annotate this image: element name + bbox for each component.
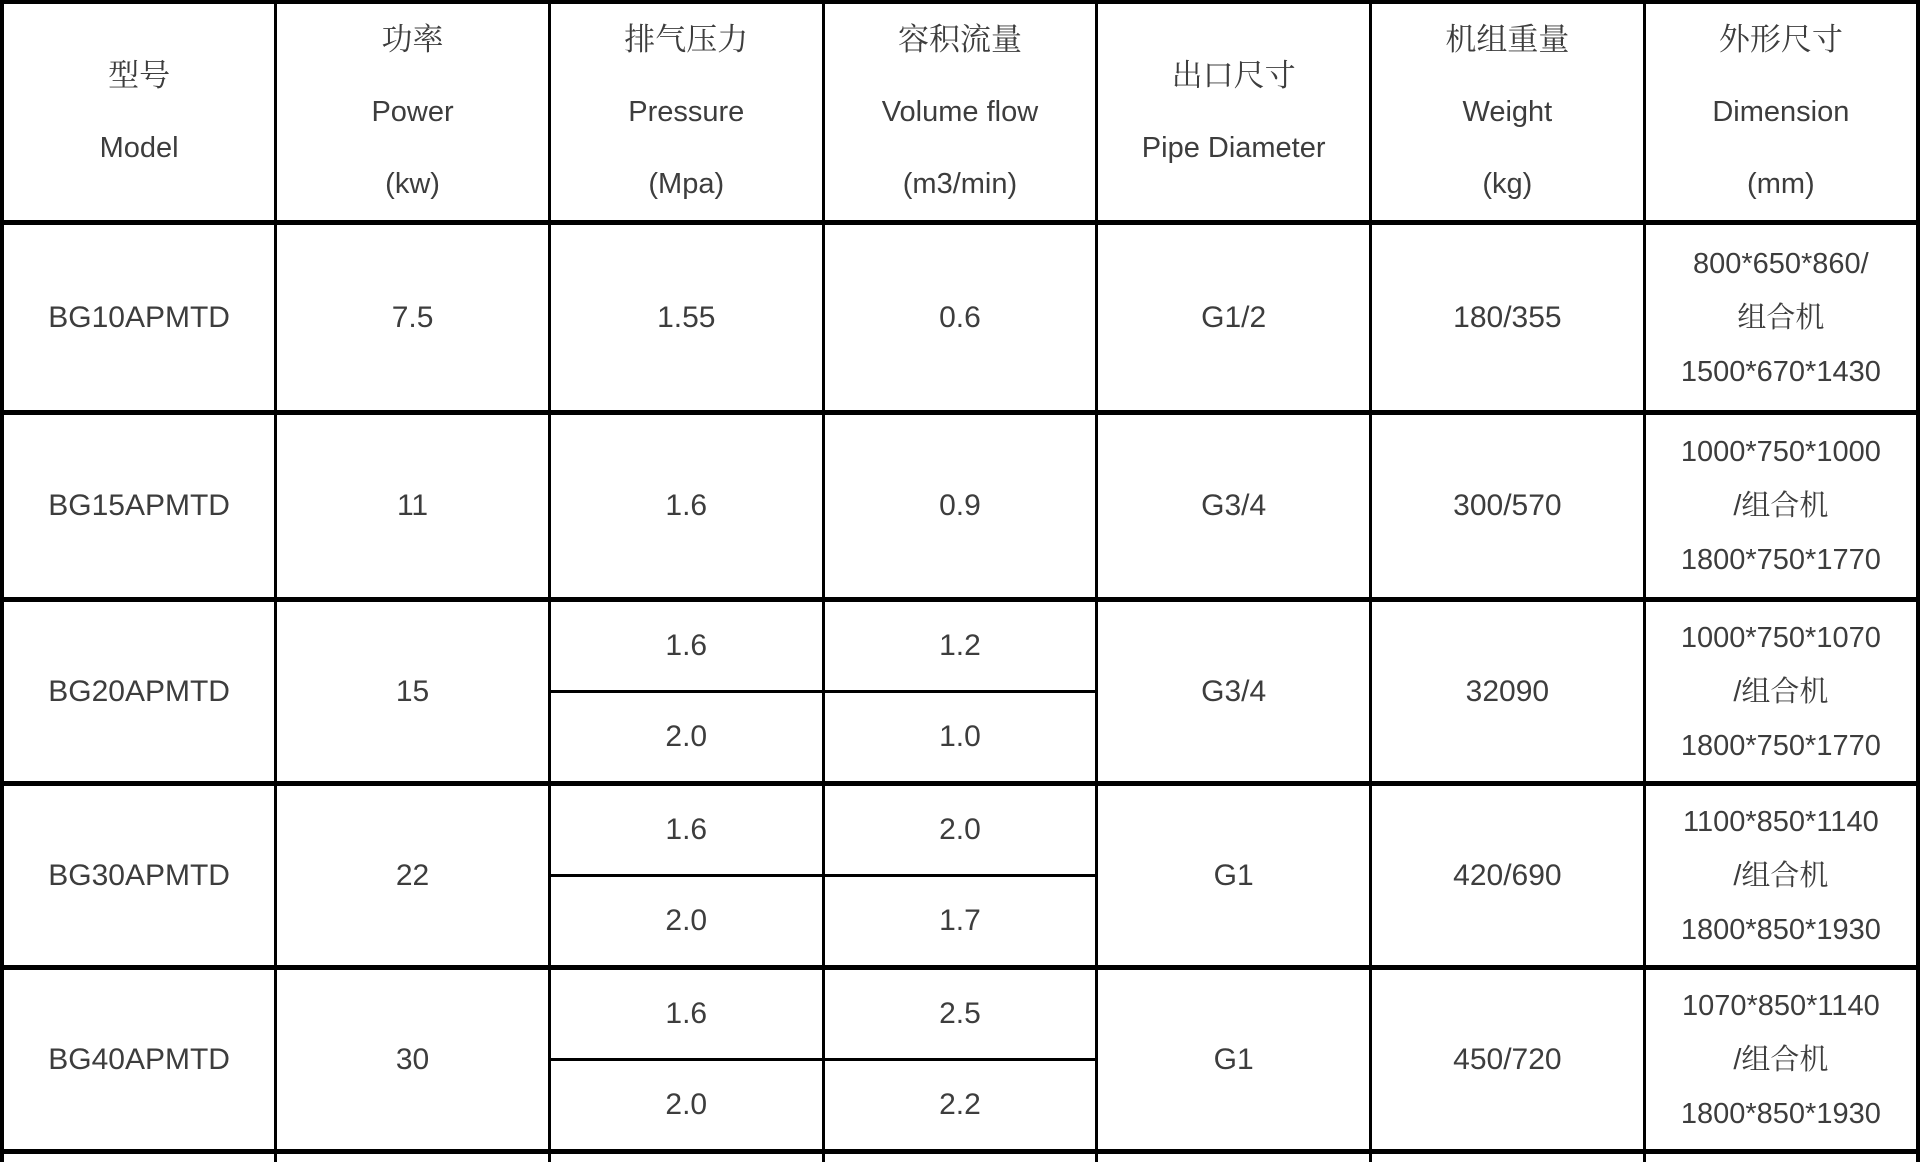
header-pressure-unit: (Mpa) (648, 168, 725, 200)
header-pipe-diameter (1097, 2, 1371, 223)
cell-model: BG15APMTD (2, 413, 276, 600)
cell-empty (276, 1152, 550, 1162)
cell-pressure: 1.6 (549, 784, 823, 876)
header-weight-zh: 机组重量 (1445, 22, 1570, 57)
dimension-line: 1000*750*1000 (1680, 436, 1881, 468)
cell-empty (2, 1152, 276, 1162)
header-volume-flow-zh: 容积流量 (897, 22, 1022, 57)
header-power (276, 2, 550, 223)
dimension-line: 1800*850*1930 (1680, 913, 1881, 946)
header-dimension-unit: (mm) (1747, 168, 1815, 200)
cell-pressure: 1.6 (549, 600, 823, 692)
cell-pressure: 1.55 (549, 223, 823, 413)
cell-pipe-diameter: G1/2 (1097, 223, 1371, 413)
cell-dimension (1644, 413, 1918, 600)
cell-model: BG10APMTD (2, 223, 276, 413)
cell-empty (1644, 1152, 1918, 1162)
header-pressure (549, 2, 823, 223)
header-volume-flow (823, 2, 1097, 223)
cell-pipe-diameter: G3/4 (1097, 413, 1371, 600)
cell-volume-flow: 1.2 (823, 600, 1097, 692)
cell-model: BG20APMTD (2, 600, 276, 784)
cell-weight: 180/355 (1371, 223, 1645, 413)
cell-pressure: 2.0 (549, 1060, 823, 1152)
cell-empty (549, 1152, 823, 1162)
cell-weight: 420/690 (1371, 784, 1645, 968)
header-dimension-en: Dimension (1712, 96, 1850, 128)
header-pipe-diameter-en: Pipe Diameter (1141, 132, 1326, 164)
cell-weight: 300/570 (1371, 413, 1645, 600)
cell-volume-flow: 0.9 (823, 413, 1097, 600)
dimension-line: 1800*850*1930 (1680, 1097, 1881, 1130)
cell-volume-flow: 2.2 (823, 1060, 1097, 1152)
dimension-line: 1070*850*1140 (1681, 989, 1880, 1022)
dimension-line: 1800*750*1770 (1680, 729, 1881, 762)
cell-dimension (1644, 784, 1918, 968)
cell-pressure: 2.0 (549, 876, 823, 968)
cell-volume-flow: 2.0 (823, 784, 1097, 876)
table-row (2, 413, 1918, 600)
cell-model: BG30APMTD (2, 784, 276, 968)
cell-pressure: 1.6 (549, 968, 823, 1060)
cell-volume-flow: 1.0 (823, 692, 1097, 784)
header-weight-en: Weight (1462, 96, 1553, 128)
header-power-unit: (kw) (385, 168, 440, 200)
cell-pipe-diameter: G1 (1097, 968, 1371, 1152)
header-volume-flow-unit: (m3/min) (902, 168, 1018, 200)
header-model-en: Model (99, 132, 179, 164)
cell-weight: 450/720 (1371, 968, 1645, 1152)
dimension-line: 1500*670*1430 (1680, 355, 1881, 388)
table-row (2, 600, 1918, 692)
header-pressure-en: Pressure (628, 96, 745, 128)
cell-volume-flow: 2.5 (823, 968, 1097, 1060)
dimension-line: 组合机 (1737, 301, 1825, 334)
table-row (2, 968, 1918, 1060)
cell-power: 11 (276, 413, 550, 600)
cell-pressure: 1.6 (549, 413, 823, 600)
header-dimension (1644, 2, 1918, 223)
cell-power: 30 (276, 968, 550, 1152)
dimension-line: 1000*750*1070 (1680, 621, 1881, 654)
cell-dimension (1644, 968, 1918, 1152)
cell-dimension (1644, 223, 1918, 413)
dimension-line: /组合机 (1733, 490, 1829, 522)
dimension-line: 1800*750*1770 (1680, 544, 1881, 576)
cell-empty (1097, 1152, 1371, 1162)
header-dimension-zh: 外形尺寸 (1718, 22, 1843, 57)
header-power-zh: 功率 (381, 22, 444, 57)
table-row (2, 223, 1918, 413)
dimension-line: /组合机 (1733, 859, 1829, 892)
cell-pipe-diameter: G3/4 (1097, 600, 1371, 784)
dimension-line: /组合机 (1733, 1043, 1829, 1076)
header-weight (1371, 2, 1645, 223)
header-power-en: Power (371, 96, 454, 128)
table-row (2, 784, 1918, 876)
header-volume-flow-en: Volume flow (881, 96, 1039, 128)
dimension-line: 800*650*860/ (1692, 247, 1869, 280)
cell-empty (823, 1152, 1097, 1162)
cell-weight: 32090 (1371, 600, 1645, 784)
header-pressure-zh: 排气压力 (624, 22, 749, 57)
header-model (2, 2, 276, 223)
header-row (2, 2, 1918, 223)
dimension-line: 1100*850*1140 (1683, 805, 1879, 838)
cell-power: 7.5 (276, 223, 550, 413)
header-model-zh: 型号 (108, 58, 171, 93)
cell-power: 22 (276, 784, 550, 968)
header-pipe-diameter-zh: 出口尺寸 (1171, 58, 1296, 93)
table-row-clipped (2, 1152, 1918, 1162)
cell-dimension (1644, 600, 1918, 784)
cell-power: 15 (276, 600, 550, 784)
cell-pressure: 2.0 (549, 692, 823, 784)
header-weight-unit: (kg) (1482, 168, 1533, 200)
cell-volume-flow: 1.7 (823, 876, 1097, 968)
cell-model: BG40APMTD (2, 968, 276, 1152)
cell-empty (1371, 1152, 1645, 1162)
dimension-line: /组合机 (1733, 675, 1829, 708)
cell-pipe-diameter: G1 (1097, 784, 1371, 968)
cell-volume-flow: 0.6 (823, 223, 1097, 413)
